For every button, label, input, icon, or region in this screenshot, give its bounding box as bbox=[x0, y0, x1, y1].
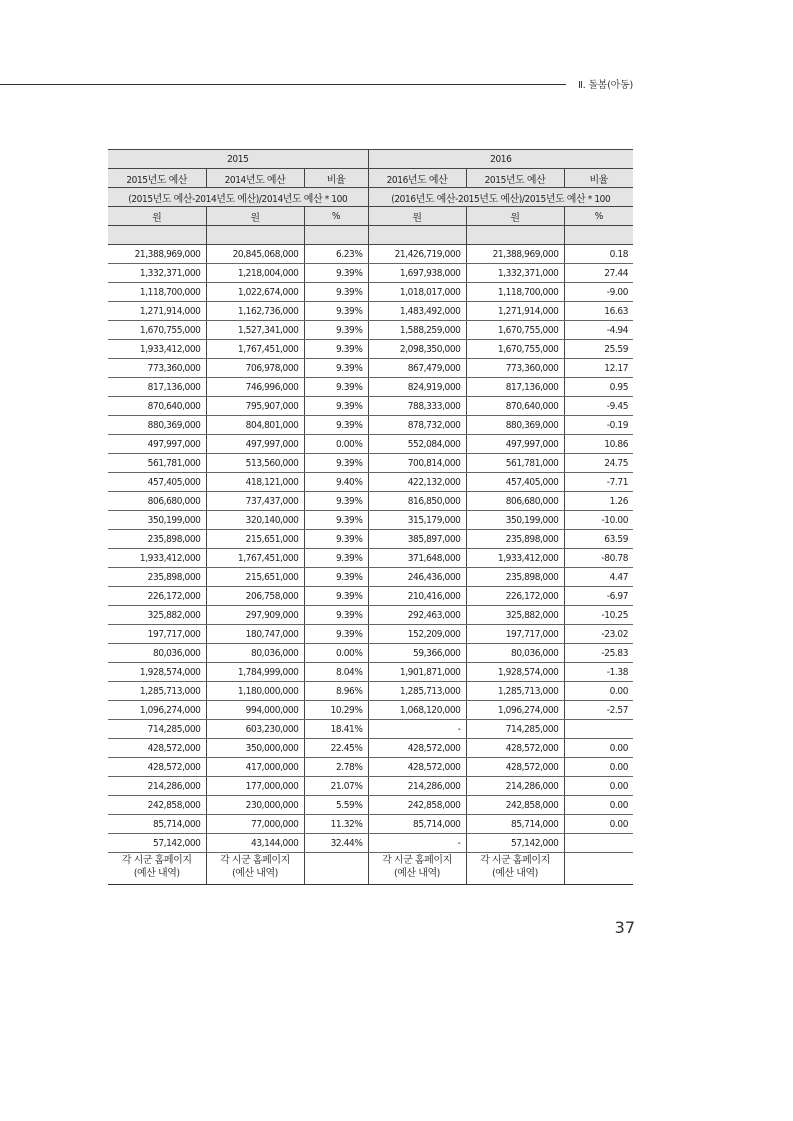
table-cell bbox=[564, 720, 633, 739]
page-number: 37 bbox=[614, 918, 635, 937]
table-cell: 1,767,451,000 bbox=[206, 549, 304, 568]
table-cell: 428,572,000 bbox=[466, 758, 564, 777]
table-cell: 215,651,000 bbox=[206, 568, 304, 587]
table-cell: 795,907,000 bbox=[206, 397, 304, 416]
table-cell: 1,588,259,000 bbox=[368, 321, 466, 340]
table-cell: 1,285,713,000 bbox=[466, 682, 564, 701]
running-header: Ⅱ. 돌봄(아동) bbox=[577, 80, 633, 91]
year-header-row bbox=[108, 150, 633, 169]
table-cell: -80.78 bbox=[564, 549, 633, 568]
header-rule bbox=[0, 84, 566, 85]
table-cell: 0.00 bbox=[564, 758, 633, 777]
table-cell: 1,670,755,000 bbox=[108, 321, 206, 340]
table-row bbox=[108, 625, 633, 644]
blank-cell bbox=[304, 226, 368, 245]
table-cell: 0.00 bbox=[564, 796, 633, 815]
table-cell: 2.78% bbox=[304, 758, 368, 777]
table-row bbox=[108, 245, 633, 264]
table-cell: -23.02 bbox=[564, 625, 633, 644]
table-cell: 80,036,000 bbox=[206, 644, 304, 663]
table-cell: 9.39% bbox=[304, 454, 368, 473]
table-cell: 737,437,000 bbox=[206, 492, 304, 511]
table-cell: 350,000,000 bbox=[206, 739, 304, 758]
year-header-2016: 2016 bbox=[368, 150, 633, 169]
source-cell: 각 시군 홈페이지 (예산 내역) bbox=[206, 853, 304, 885]
table-cell: 22.45% bbox=[304, 739, 368, 758]
table-cell: 242,858,000 bbox=[466, 796, 564, 815]
blank-row bbox=[108, 226, 633, 245]
table-cell: 8.96% bbox=[304, 682, 368, 701]
table-cell: -6.97 bbox=[564, 587, 633, 606]
col-header: 2014년도 예산 bbox=[206, 169, 304, 188]
table-cell: 320,140,000 bbox=[206, 511, 304, 530]
table-row bbox=[108, 701, 633, 720]
table-row bbox=[108, 568, 633, 587]
table-cell: 0.00% bbox=[304, 435, 368, 454]
table-cell: 1,767,451,000 bbox=[206, 340, 304, 359]
table-cell: 10.86 bbox=[564, 435, 633, 454]
source-row bbox=[108, 853, 633, 885]
table-cell: 428,572,000 bbox=[368, 758, 466, 777]
unit-cell: 원 bbox=[466, 207, 564, 226]
year-header-2015: 2015 bbox=[108, 150, 368, 169]
table-cell: 85,714,000 bbox=[466, 815, 564, 834]
table-cell: 12.17 bbox=[564, 359, 633, 378]
table-cell: 824,919,000 bbox=[368, 378, 466, 397]
table-cell: 0.00% bbox=[304, 644, 368, 663]
table-cell: 197,717,000 bbox=[466, 625, 564, 644]
table-cell: 152,209,000 bbox=[368, 625, 466, 644]
table-cell: 214,286,000 bbox=[368, 777, 466, 796]
table-cell: 804,801,000 bbox=[206, 416, 304, 435]
table-cell: 714,285,000 bbox=[108, 720, 206, 739]
table-row bbox=[108, 416, 633, 435]
table-cell: 497,997,000 bbox=[466, 435, 564, 454]
table-cell: 457,405,000 bbox=[108, 473, 206, 492]
source-cell bbox=[564, 853, 633, 885]
unit-cell: % bbox=[564, 207, 633, 226]
table-cell: 297,909,000 bbox=[206, 606, 304, 625]
table-cell: -4.94 bbox=[564, 321, 633, 340]
table-cell: 21.07% bbox=[304, 777, 368, 796]
table-row bbox=[108, 549, 633, 568]
source-cell: 각 시군 홈페이지 (예산 내역) bbox=[466, 853, 564, 885]
table-cell: 9.39% bbox=[304, 549, 368, 568]
table-cell: 1,332,371,000 bbox=[466, 264, 564, 283]
table-cell: 2,098,350,000 bbox=[368, 340, 466, 359]
budget-table bbox=[108, 149, 633, 885]
table-cell: 226,172,000 bbox=[108, 587, 206, 606]
table-cell: 1,162,736,000 bbox=[206, 302, 304, 321]
table-cell: 63.59 bbox=[564, 530, 633, 549]
table-cell: - bbox=[368, 720, 466, 739]
table-cell: 1,483,492,000 bbox=[368, 302, 466, 321]
table-cell: 1,784,999,000 bbox=[206, 663, 304, 682]
table-cell: 870,640,000 bbox=[466, 397, 564, 416]
table-cell: 706,978,000 bbox=[206, 359, 304, 378]
table-cell: -0.19 bbox=[564, 416, 633, 435]
table-cell: 806,680,000 bbox=[466, 492, 564, 511]
table-cell: 773,360,000 bbox=[466, 359, 564, 378]
table-cell: 43,144,000 bbox=[206, 834, 304, 853]
table-cell: 0.00 bbox=[564, 815, 633, 834]
unit-cell: 원 bbox=[206, 207, 304, 226]
table-cell: 788,333,000 bbox=[368, 397, 466, 416]
table-row bbox=[108, 511, 633, 530]
table-row bbox=[108, 739, 633, 758]
table-cell: 1,933,412,000 bbox=[466, 549, 564, 568]
blank-cell bbox=[564, 226, 633, 245]
table-cell: 214,286,000 bbox=[108, 777, 206, 796]
col-header: 2016년도 예산 bbox=[368, 169, 466, 188]
table-cell: 497,997,000 bbox=[206, 435, 304, 454]
table-cell: 9.39% bbox=[304, 378, 368, 397]
table-cell: -25.83 bbox=[564, 644, 633, 663]
table-cell: 1,271,914,000 bbox=[108, 302, 206, 321]
table-cell: 59,366,000 bbox=[368, 644, 466, 663]
table-row bbox=[108, 397, 633, 416]
table-cell: 9.40% bbox=[304, 473, 368, 492]
table-cell: 385,897,000 bbox=[368, 530, 466, 549]
col-header: 2015년도 예산 bbox=[108, 169, 206, 188]
table-cell: -10.25 bbox=[564, 606, 633, 625]
table-cell: 1,933,412,000 bbox=[108, 549, 206, 568]
table-cell: 9.39% bbox=[304, 587, 368, 606]
table-cell: 9.39% bbox=[304, 283, 368, 302]
table-cell: 1,332,371,000 bbox=[108, 264, 206, 283]
source-cell: 각 시군 홈페이지 (예산 내역) bbox=[108, 853, 206, 885]
table-cell: 21,388,969,000 bbox=[466, 245, 564, 264]
table-cell: - bbox=[368, 834, 466, 853]
table-cell: 24.75 bbox=[564, 454, 633, 473]
table-cell: 9.39% bbox=[304, 568, 368, 587]
blank-cell bbox=[206, 226, 304, 245]
table-cell: 1,180,000,000 bbox=[206, 682, 304, 701]
table-cell: 1,928,574,000 bbox=[466, 663, 564, 682]
table-cell: 350,199,000 bbox=[466, 511, 564, 530]
table-cell: 371,648,000 bbox=[368, 549, 466, 568]
table-cell: 292,463,000 bbox=[368, 606, 466, 625]
table-cell: 0.00 bbox=[564, 682, 633, 701]
table-cell: 1,022,674,000 bbox=[206, 283, 304, 302]
table-cell: 20,845,068,000 bbox=[206, 245, 304, 264]
table-cell: 177,000,000 bbox=[206, 777, 304, 796]
table-cell: 816,850,000 bbox=[368, 492, 466, 511]
col-header: 비율 bbox=[564, 169, 633, 188]
table-cell: 1,285,713,000 bbox=[108, 682, 206, 701]
table-cell: 11.32% bbox=[304, 815, 368, 834]
table-row bbox=[108, 473, 633, 492]
table-row bbox=[108, 302, 633, 321]
table-cell: 817,136,000 bbox=[466, 378, 564, 397]
table-cell: 197,717,000 bbox=[108, 625, 206, 644]
table-cell: 80,036,000 bbox=[108, 644, 206, 663]
table-cell: 226,172,000 bbox=[466, 587, 564, 606]
table-row bbox=[108, 454, 633, 473]
table-cell: 880,369,000 bbox=[466, 416, 564, 435]
table-cell: 1,218,004,000 bbox=[206, 264, 304, 283]
table-cell: 77,000,000 bbox=[206, 815, 304, 834]
table-row bbox=[108, 815, 633, 834]
table-row bbox=[108, 435, 633, 454]
table-cell: 1,096,274,000 bbox=[466, 701, 564, 720]
table-cell: 210,416,000 bbox=[368, 587, 466, 606]
table-cell: 700,814,000 bbox=[368, 454, 466, 473]
table-cell: 16.63 bbox=[564, 302, 633, 321]
table-cell: 8.04% bbox=[304, 663, 368, 682]
table-cell: 9.39% bbox=[304, 625, 368, 644]
table-cell: 497,997,000 bbox=[108, 435, 206, 454]
table-cell: 215,651,000 bbox=[206, 530, 304, 549]
table-row bbox=[108, 644, 633, 663]
blank-cell bbox=[368, 226, 466, 245]
table-row bbox=[108, 321, 633, 340]
table-cell: 806,680,000 bbox=[108, 492, 206, 511]
table-cell: 428,572,000 bbox=[368, 739, 466, 758]
table-cell: 9.39% bbox=[304, 416, 368, 435]
table-cell: 180,747,000 bbox=[206, 625, 304, 644]
source-cell: 각 시군 홈페이지 (예산 내역) bbox=[368, 853, 466, 885]
table-row bbox=[108, 492, 633, 511]
table-cell: 513,560,000 bbox=[206, 454, 304, 473]
table-cell: 242,858,000 bbox=[108, 796, 206, 815]
table-cell: 235,898,000 bbox=[466, 568, 564, 587]
source-cell bbox=[304, 853, 368, 885]
table-cell: 1,933,412,000 bbox=[108, 340, 206, 359]
table-cell: 0.00 bbox=[564, 777, 633, 796]
table-row bbox=[108, 264, 633, 283]
table-cell: 773,360,000 bbox=[108, 359, 206, 378]
table-cell: 428,572,000 bbox=[108, 758, 206, 777]
table-cell: 6.23% bbox=[304, 245, 368, 264]
table-cell: 418,121,000 bbox=[206, 473, 304, 492]
table-cell: 9.39% bbox=[304, 359, 368, 378]
table-cell: 235,898,000 bbox=[466, 530, 564, 549]
table-cell: 214,286,000 bbox=[466, 777, 564, 796]
blank-cell bbox=[466, 226, 564, 245]
table-cell: 1,670,755,000 bbox=[466, 340, 564, 359]
table-row bbox=[108, 834, 633, 853]
table-row bbox=[108, 587, 633, 606]
table-cell: 9.39% bbox=[304, 511, 368, 530]
table-cell: 0.18 bbox=[564, 245, 633, 264]
col-header: 비율 bbox=[304, 169, 368, 188]
column-header-row bbox=[108, 169, 633, 188]
table-cell: 1,697,938,000 bbox=[368, 264, 466, 283]
table-cell: 9.39% bbox=[304, 492, 368, 511]
table-cell: 9.39% bbox=[304, 606, 368, 625]
table-row bbox=[108, 378, 633, 397]
table-cell: 1,271,914,000 bbox=[466, 302, 564, 321]
table-cell: 1,096,274,000 bbox=[108, 701, 206, 720]
table-cell: 561,781,000 bbox=[466, 454, 564, 473]
formula-row bbox=[108, 188, 633, 207]
formula-2016: (2016년도 예산-2015년도 예산)/2015년도 예산 * 100 bbox=[368, 188, 633, 207]
table-cell: 246,436,000 bbox=[368, 568, 466, 587]
table-cell: 428,572,000 bbox=[108, 739, 206, 758]
table-cell: 235,898,000 bbox=[108, 530, 206, 549]
table-row bbox=[108, 777, 633, 796]
table-cell: 878,732,000 bbox=[368, 416, 466, 435]
table-cell: 230,000,000 bbox=[206, 796, 304, 815]
table-row bbox=[108, 682, 633, 701]
col-header: 2015년도 예산 bbox=[466, 169, 564, 188]
table-cell bbox=[564, 834, 633, 853]
table-cell: 85,714,000 bbox=[368, 815, 466, 834]
table-cell: -2.57 bbox=[564, 701, 633, 720]
table-cell: 457,405,000 bbox=[466, 473, 564, 492]
table-cell: -10.00 bbox=[564, 511, 633, 530]
table-cell: 5.59% bbox=[304, 796, 368, 815]
unit-cell: 원 bbox=[368, 207, 466, 226]
table-cell: 1,670,755,000 bbox=[466, 321, 564, 340]
table-cell: 10.29% bbox=[304, 701, 368, 720]
unit-cell: % bbox=[304, 207, 368, 226]
table-cell: -1.38 bbox=[564, 663, 633, 682]
table-cell: 9.39% bbox=[304, 340, 368, 359]
table-cell: 1,928,574,000 bbox=[108, 663, 206, 682]
blank-cell bbox=[108, 226, 206, 245]
table-row bbox=[108, 663, 633, 682]
table-cell: 21,388,969,000 bbox=[108, 245, 206, 264]
table-cell: 27.44 bbox=[564, 264, 633, 283]
unit-cell: 원 bbox=[108, 207, 206, 226]
table-cell: 9.39% bbox=[304, 397, 368, 416]
table-cell: 1,118,700,000 bbox=[466, 283, 564, 302]
formula-2015: (2015년도 예산-2014년도 예산)/2014년도 예산 * 100 bbox=[108, 188, 368, 207]
table-cell: 350,199,000 bbox=[108, 511, 206, 530]
table-cell: 85,714,000 bbox=[108, 815, 206, 834]
table-cell: 746,996,000 bbox=[206, 378, 304, 397]
table-cell: 325,882,000 bbox=[466, 606, 564, 625]
unit-row bbox=[108, 207, 633, 226]
table-cell: 0.95 bbox=[564, 378, 633, 397]
table-cell: 57,142,000 bbox=[466, 834, 564, 853]
table-cell: 80,036,000 bbox=[466, 644, 564, 663]
table-cell: 1,068,120,000 bbox=[368, 701, 466, 720]
table-cell: 561,781,000 bbox=[108, 454, 206, 473]
table-cell: 880,369,000 bbox=[108, 416, 206, 435]
table-cell: 817,136,000 bbox=[108, 378, 206, 397]
table-cell: 242,858,000 bbox=[368, 796, 466, 815]
table-cell: 417,000,000 bbox=[206, 758, 304, 777]
table-cell: -7.71 bbox=[564, 473, 633, 492]
table-cell: 1.26 bbox=[564, 492, 633, 511]
table-cell: 994,000,000 bbox=[206, 701, 304, 720]
table-cell: 1,018,017,000 bbox=[368, 283, 466, 302]
table-cell: 603,230,000 bbox=[206, 720, 304, 739]
table-cell: -9.00 bbox=[564, 283, 633, 302]
table-cell: 315,179,000 bbox=[368, 511, 466, 530]
table-cell: 552,084,000 bbox=[368, 435, 466, 454]
table-cell: 32.44% bbox=[304, 834, 368, 853]
table-cell: 422,132,000 bbox=[368, 473, 466, 492]
table-cell: 9.39% bbox=[304, 530, 368, 549]
table-cell: 1,527,341,000 bbox=[206, 321, 304, 340]
table-cell: 325,882,000 bbox=[108, 606, 206, 625]
table-cell: 235,898,000 bbox=[108, 568, 206, 587]
table-row bbox=[108, 530, 633, 549]
table-cell: -9.45 bbox=[564, 397, 633, 416]
table-cell: 206,758,000 bbox=[206, 587, 304, 606]
table-row bbox=[108, 758, 633, 777]
table-row bbox=[108, 283, 633, 302]
table-cell: 9.39% bbox=[304, 264, 368, 283]
table-cell: 1,901,871,000 bbox=[368, 663, 466, 682]
table-cell: 867,479,000 bbox=[368, 359, 466, 378]
table-cell: 4.47 bbox=[564, 568, 633, 587]
table-cell: 714,285,000 bbox=[466, 720, 564, 739]
table-cell: 25.59 bbox=[564, 340, 633, 359]
table-row bbox=[108, 796, 633, 815]
table-cell: 9.39% bbox=[304, 302, 368, 321]
table-cell: 870,640,000 bbox=[108, 397, 206, 416]
table-cell: 428,572,000 bbox=[466, 739, 564, 758]
table-cell: 57,142,000 bbox=[108, 834, 206, 853]
table-cell: 9.39% bbox=[304, 321, 368, 340]
table-cell: 1,285,713,000 bbox=[368, 682, 466, 701]
table-row bbox=[108, 720, 633, 739]
table-cell: 21,426,719,000 bbox=[368, 245, 466, 264]
table-cell: 18.41% bbox=[304, 720, 368, 739]
table-row bbox=[108, 359, 633, 378]
table-row bbox=[108, 340, 633, 359]
table-row bbox=[108, 606, 633, 625]
table-cell: 1,118,700,000 bbox=[108, 283, 206, 302]
table-cell: 0.00 bbox=[564, 739, 633, 758]
